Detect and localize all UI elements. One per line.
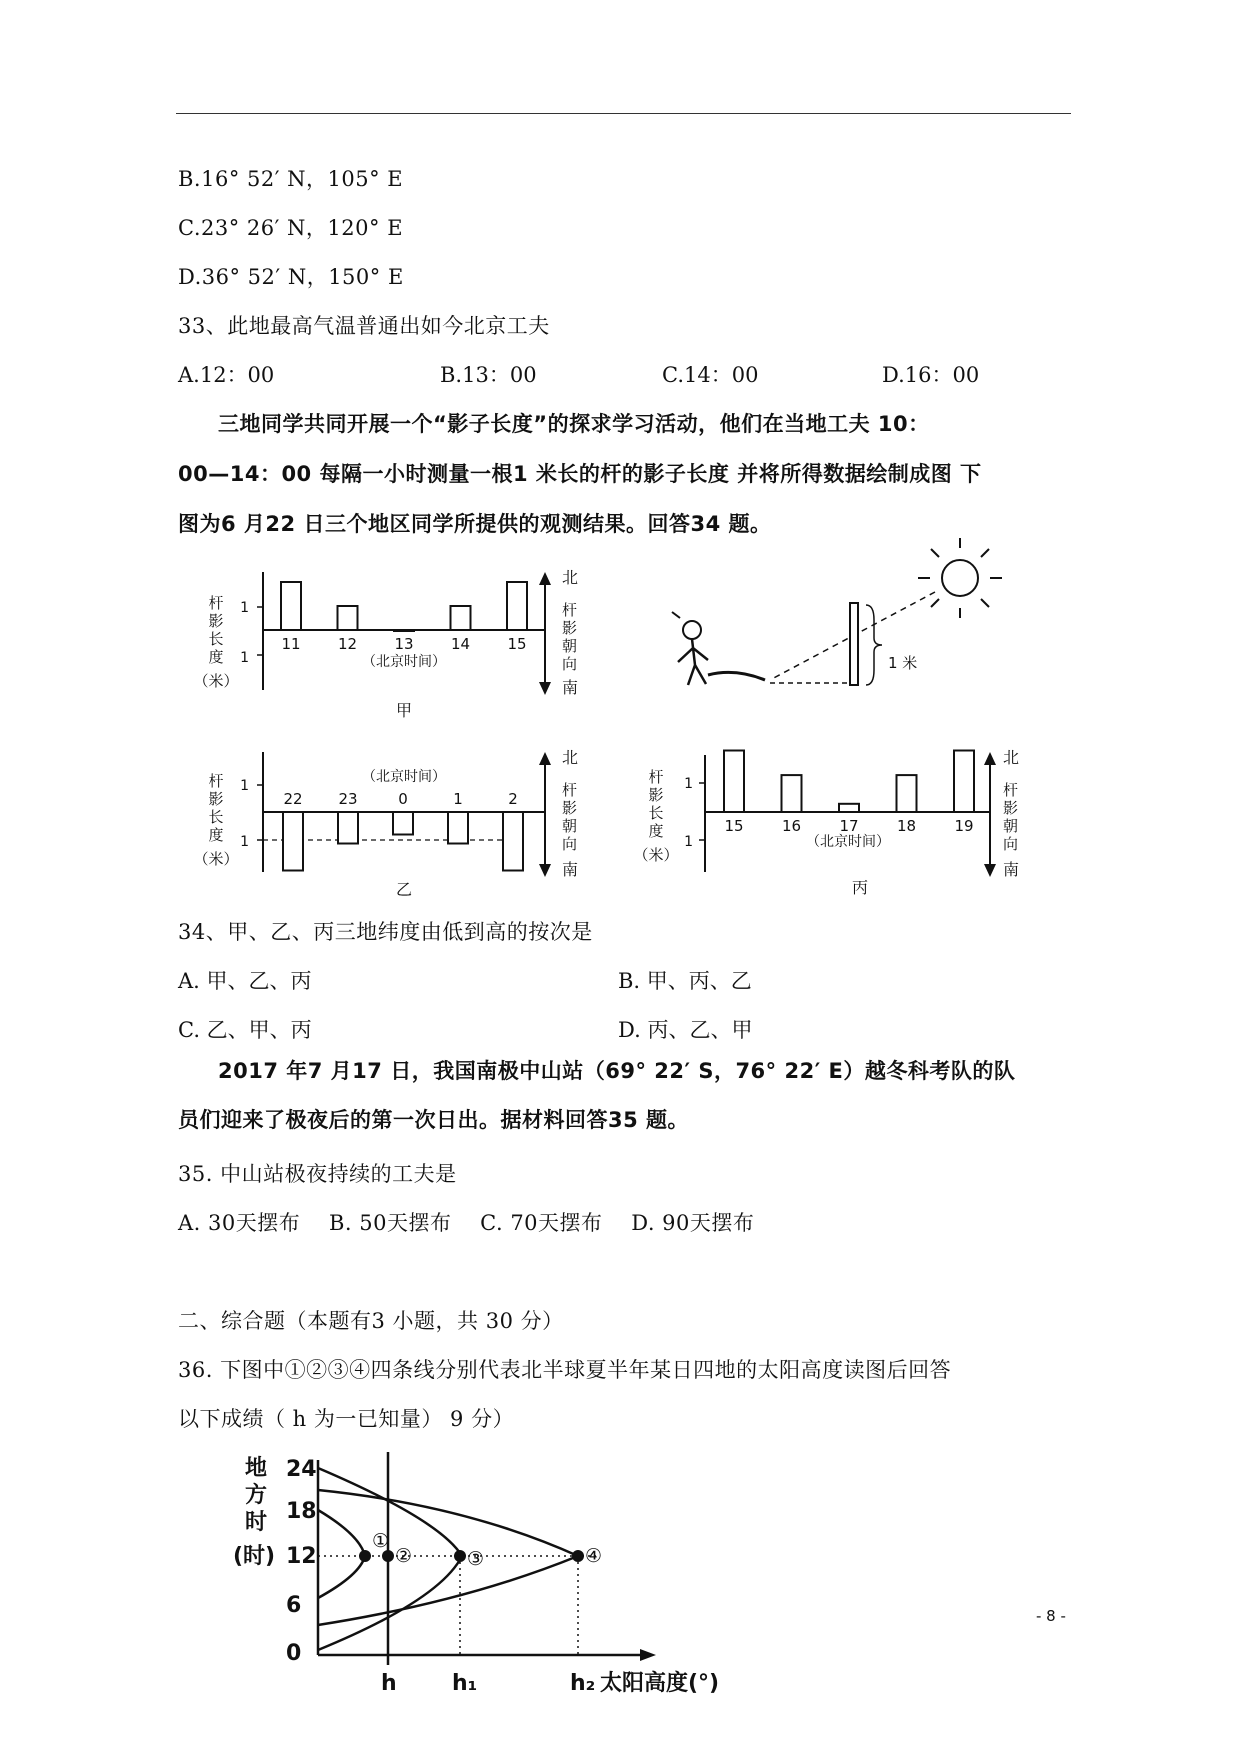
y-tick-24: 24 <box>286 1457 317 1482</box>
sun-rod-illustration <box>672 538 1002 685</box>
svg-text:向: 向 <box>562 835 578 853</box>
tick-1-up: 1 <box>240 600 249 616</box>
bar-0 <box>393 812 413 835</box>
y-tick-6: 6 <box>286 1593 302 1618</box>
svg-text:杆: 杆 <box>208 594 224 612</box>
yi-north: 北 <box>562 748 579 767</box>
bar-19 <box>954 751 974 813</box>
svg-text:杆: 杆 <box>648 768 664 786</box>
option-a-34: A. 甲、乙、丙 <box>178 969 312 993</box>
jia-north: 北 <box>562 568 579 587</box>
tick-1-down: 1 <box>240 834 249 850</box>
bing-dir-label <box>1003 781 1018 853</box>
svg-text:杆: 杆 <box>208 772 224 790</box>
svg-text:方: 方 <box>244 1483 268 1508</box>
svg-text:时: 时 <box>244 1510 268 1535</box>
time-label-18: 18 <box>896 817 917 835</box>
time-label-15: 15 <box>724 817 744 835</box>
time-label-22: 22 <box>283 790 303 808</box>
bing-xlabel: （北京时间） <box>806 834 890 850</box>
intro-34-line2: 00—14：00 每隔一小时测量一根1 米长的杆的影子长度 并将所得数据绘制成图 下 <box>178 462 982 486</box>
bing-ylabel <box>633 768 678 864</box>
jia-south: 南 <box>562 678 579 697</box>
option-d-32: D.36° 52′ N，150° E <box>178 265 404 289</box>
time-label-14: 14 <box>450 635 471 653</box>
svg-text:（米）: （米） <box>193 672 239 690</box>
bing-south: 南 <box>1003 860 1020 879</box>
intro-34-line3: 图为6 月22 日三个地区同学所提供的观测结果。回答34 题。 <box>178 512 772 536</box>
option-c-32: C.23° 26′ N，120° E <box>178 216 404 240</box>
bing-north: 北 <box>1003 748 1020 767</box>
time-label-1: 1 <box>453 790 463 808</box>
question-36-line1: 36. 下图中①②③④四条线分别代表北半球夏半年某日四地的太阳高度读图后回答 <box>178 1358 952 1382</box>
y-tick-0: 0 <box>286 1641 302 1666</box>
bing-name: 丙 <box>851 878 869 897</box>
question-35: 35. 中山站极夜持续的工夫是 <box>178 1162 457 1186</box>
bar-15 <box>724 751 744 813</box>
svg-text:影: 影 <box>208 790 224 808</box>
svg-text:长: 长 <box>208 630 224 648</box>
svg-text:向: 向 <box>1003 835 1019 853</box>
svg-text:长: 长 <box>648 804 664 822</box>
marker-2: ② <box>395 1545 413 1567</box>
x-tick-h1: h₁ <box>452 1671 478 1696</box>
sun-chart-xlabel: 太阳高度(°) <box>600 1671 720 1696</box>
jia-name: 甲 <box>395 701 413 720</box>
svg-text:向: 向 <box>562 655 578 673</box>
bar-22 <box>283 812 303 871</box>
bar-1 <box>448 812 468 844</box>
question-36-line2: 以下成绩（ h 为一已知量） 9 分） <box>178 1407 515 1431</box>
bar-13 <box>394 630 414 631</box>
question-34: 34、甲、乙、丙三地纬度由低到高的按次是 <box>178 920 593 944</box>
bar-11 <box>281 582 301 630</box>
marker-1: ① <box>372 1530 390 1552</box>
option-b-34: B. 甲、丙、乙 <box>618 969 752 993</box>
question-33: 33、此地最高气温普通出如今北京工夫 <box>178 314 550 338</box>
intro-35-line1: 2017 年7 月17 日，我国南极中山站（69° 22′ S，76° 22′ E）越冬科考队的队 <box>218 1059 1016 1083</box>
jia-xlabel: （北京时间） <box>362 654 446 670</box>
section-2-title: 二、综合题（本题有3 小题，共 30 分） <box>178 1309 564 1333</box>
x-tick-h: h <box>381 1671 397 1696</box>
svg-text:影: 影 <box>1003 799 1019 817</box>
time-label-19: 19 <box>954 817 974 835</box>
svg-text:影: 影 <box>208 612 224 630</box>
svg-text:(时): (时) <box>232 1544 276 1569</box>
option-d-33: D.16：00 <box>882 363 980 387</box>
svg-text:朝: 朝 <box>562 817 578 835</box>
person-icon <box>672 612 765 685</box>
time-label-16: 16 <box>781 817 802 835</box>
tick-1-down: 1 <box>684 834 693 850</box>
svg-text:影: 影 <box>648 786 664 804</box>
tick-1-down: 1 <box>240 650 249 666</box>
bar-15 <box>507 582 527 630</box>
yi-dir-label <box>562 781 577 853</box>
time-label-23: 23 <box>338 790 358 808</box>
bar-14 <box>451 606 471 630</box>
chart-bing <box>633 748 1019 897</box>
svg-text:（米）: （米） <box>633 846 679 864</box>
sun-altitude-chart <box>233 1452 719 1696</box>
rod <box>850 603 858 685</box>
svg-text:朝: 朝 <box>562 637 578 655</box>
option-b-33: B.13：00 <box>440 363 537 387</box>
option-c-34: C. 乙、甲、丙 <box>178 1018 312 1042</box>
svg-text:杆: 杆 <box>1003 781 1019 799</box>
intro-35-line2: 员们迎来了极夜后的第一次日出。据材料回答35 题。 <box>178 1108 690 1132</box>
svg-text:度: 度 <box>208 826 224 844</box>
rod-label: 1 米 <box>888 654 918 672</box>
time-label-13: 13 <box>394 635 414 653</box>
yi-south: 南 <box>562 860 579 879</box>
svg-text:（米）: （米） <box>193 850 239 868</box>
time-label-12: 12 <box>337 635 358 653</box>
svg-text:影: 影 <box>562 619 578 637</box>
page-number: - 8 - <box>1036 1607 1066 1625</box>
bar-16 <box>782 775 802 812</box>
sun-icon <box>918 538 1002 618</box>
time-label-17: 17 <box>839 817 859 835</box>
yi-name: 乙 <box>395 880 413 899</box>
bar-18 <box>897 775 917 812</box>
option-a-33: A.12：00 <box>178 363 275 387</box>
bar-17 <box>839 804 859 812</box>
time-label-11: 11 <box>281 635 301 653</box>
marker-3: ③ <box>467 1548 485 1570</box>
y-tick-12: 12 <box>286 1544 317 1569</box>
tick-1-up: 1 <box>684 776 693 792</box>
svg-text:影: 影 <box>562 799 578 817</box>
svg-text:杆: 杆 <box>562 601 578 619</box>
marker-4: ④ <box>585 1545 603 1567</box>
svg-text:长: 长 <box>208 808 224 826</box>
y-tick-18: 18 <box>286 1499 317 1524</box>
intro-34-line1: 三地同学共同开展一个“影子长度”的探求学习活动，他们在当地工夫 10： <box>218 412 930 436</box>
option-d-34: D. 丙、乙、甲 <box>618 1018 753 1042</box>
tick-1-up: 1 <box>240 778 249 794</box>
chart-yi <box>193 748 578 899</box>
chart-jia <box>193 568 578 720</box>
time-label-0: 0 <box>398 790 408 808</box>
svg-text:度: 度 <box>208 648 224 666</box>
option-c-33: C.14：00 <box>662 363 759 387</box>
bar-23 <box>338 812 358 844</box>
svg-text:度: 度 <box>648 822 664 840</box>
options-35: A. 30天摆布 B. 50天摆布 C. 70天摆布 D. 90天摆布 <box>178 1211 755 1235</box>
svg-text:杆: 杆 <box>562 781 578 799</box>
svg-text:朝: 朝 <box>1003 817 1019 835</box>
svg-text:地: 地 <box>244 1456 268 1481</box>
time-label-2: 2 <box>508 790 518 808</box>
time-label-15: 15 <box>507 635 527 653</box>
bar-12 <box>338 606 358 630</box>
jia-dir-label <box>562 601 577 673</box>
option-b-32: B.16° 52′ N，105° E <box>178 167 404 191</box>
yi-xlabel: （北京时间） <box>362 769 446 785</box>
sun-chart-ylabel <box>233 1456 275 1569</box>
jia-ylabel <box>193 594 238 690</box>
yi-ylabel <box>193 772 238 868</box>
bar-2 <box>503 812 523 871</box>
x-tick-h2: h₂ <box>570 1671 596 1696</box>
